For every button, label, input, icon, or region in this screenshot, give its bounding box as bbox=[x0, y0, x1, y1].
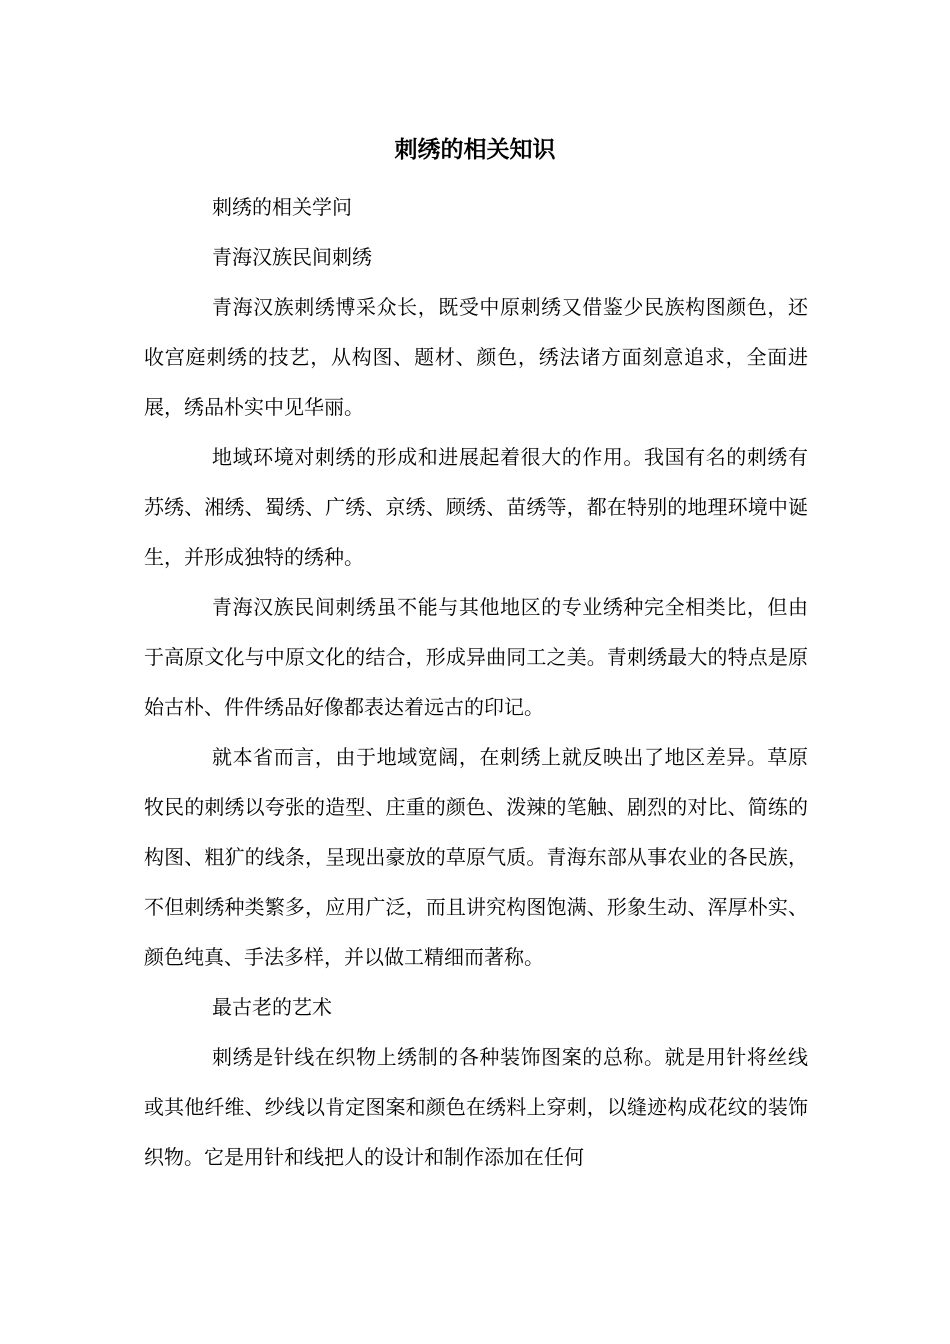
document-title: 刺绣的相关知识 bbox=[394, 136, 556, 163]
paragraph: 青海汉族民间刺绣虽不能与其他地区的专业绣种完全相类比，但由于高原文化与中原文化的结合，形成异曲同工之美。青刺绣最大的特点是原始古朴、件件绣品好像都表达着远古的印记。 bbox=[144, 595, 808, 719]
document-subtitle: 刺绣的相关学问 bbox=[212, 195, 352, 219]
paragraph: 刺绣是针线在织物上绣制的各种装饰图案的总称。就是用针将丝线或其他纤维、纱线以肯定图案和颜色在绣料上穿刺，以缝迹构成花纹的装饰织物。它是用针和线把人的设计和制作添加在任何 bbox=[144, 1045, 808, 1169]
paragraph: 就本省而言，由于地域宽阔，在刺绣上就反映出了地区差异。草原牧民的刺绣以夸张的造型、庄重的颜色、泼辣的笔触、剧烈的对比、简练的构图、粗犷的线条，呈现出豪放的草原气质。青海东部从事农业的各民族，不但刺绣种类繁多，应用广泛，而且讲究构图饱满、形象生动、浑厚朴实、颜色纯真、手法多样，并以做工精细而著称。 bbox=[144, 745, 808, 969]
section-heading-oldest-art: 最古老的艺术 bbox=[212, 995, 332, 1019]
document-body bbox=[144, 182, 808, 1182]
section-heading-qinghai-embroidery: 青海汉族民间刺绣 bbox=[212, 245, 372, 269]
paragraph: 地域环境对刺绣的形成和进展起着很大的作用。我国有名的刺绣有苏绣、湘绣、蜀绣、广绣、京绣、顾绣、苗绣等，都在特别的地理环境中诞生，并形成独特的绣种。 bbox=[144, 445, 808, 569]
paragraph: 青海汉族刺绣博采众长，既受中原刺绣又借鉴少民族构图颜色，还收宫庭刺绣的技艺，从构图、题材、颜色，绣法诸方面刻意追求，全面进展，绣品朴实中见华丽。 bbox=[144, 295, 808, 419]
